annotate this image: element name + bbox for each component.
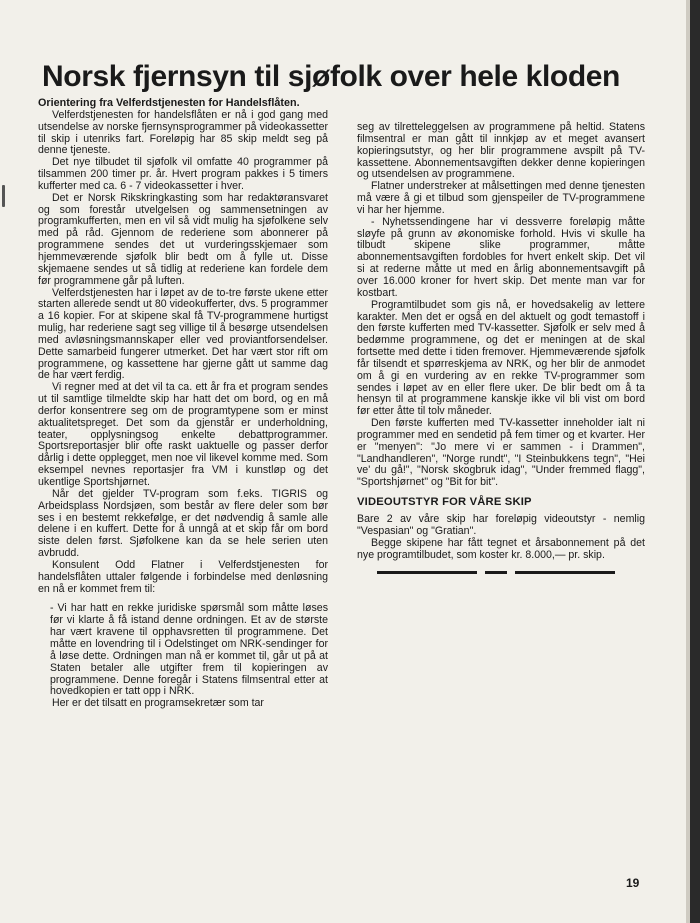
paragraph: Flatner understreker at målsettingen med denne tjenesten må være å gi et tilbud som gjenspeiler de TV-programmene vi har her hjemme.	[357, 180, 645, 216]
page-number: 19	[626, 876, 640, 890]
article-subheading: Orientering fra Velferdstjenesten for Handelsflåten.	[38, 97, 300, 109]
paragraph: Det er Norsk Rikskringkasting som har redaktøransvaret og som forestår utvelgelsen og sammensetningen av programkufferten, men en vil så vidt mulig ha sjøfolkene selv med på råd. Gjennom de rederiene som abonnerer på programmene sendes det ut vurderingsskjemaer som hjemmeværende sjøfolk blir bedt om å fylle ut. Disse skjemaene sendes ut så tidlig at rederiene kan fordele dem før programmene går på luften.	[38, 191, 328, 287]
paragraph: Bare 2 av våre skip har foreløpig videoutstyr - nemlig "Vespasian" og "Gratian".	[357, 513, 645, 537]
left-column	[38, 98, 328, 710]
binding-mark	[2, 185, 5, 207]
paragraph: Konsulent Odd Flatner i Velferdstjenesten for handelsflåten uttaler følgende i forbindelse med denløsning en nå er kommet frem til:	[38, 558, 328, 595]
end-separator	[357, 571, 645, 574]
paragraph: Begge skipene har fått tegnet et årsabonnement på det nye programtilbudet, som koster kr. 8.000,— pr. skip.	[357, 536, 645, 561]
paragraph: Velferdstjenesten for handelsflåten er nå i god gang med utsendelse av norske fjernsynsprogrammer på videokassetter til skip i utenriks fart. Foreløpig har 85 skip meldt seg på denne tjeneste.	[38, 108, 328, 157]
paragraph: Det nye tilbudet til sjøfolk vil omfatte 40 programmer på tilsammen 200 timer pr. år. Hvert program pakkes i 5 timers kufferter med ca. 6 - 7 videokassetter i hver.	[38, 156, 328, 192]
separator-rule	[515, 571, 615, 574]
paragraph: Vi regner med at det vil ta ca. ett år fra et program sendes ut til samtlige tilmeldte skip har hatt det om bord, og en må derfor konsentrere seg om de programtypene som er minst aktualitetspreget. Det som da gjenstår er underholdning, teater, opplysningsog enkelte debattprogrammer. Sportsreportasjer blir ofte raskt uaktuelle og passer derfor dårlig i dette opplegget, men noe vil likevel komme med. Som eksempel nevnes reportasjer fra VM i kunstløp og det ukentlige Sportshjørnet.	[38, 381, 328, 488]
paragraph: Den første kufferten med TV-kassetter inneholder ialt ni programmer med en sendetid på fem timer og et kvarter. Her er "menyen": "Jo mere vi er sammen - i Drammen", "Landhandleren", "Norge rundt", "I Steinbukkens tegn", "Hei ve' du gå!", "Norsk skogbruk idag", "Under fremmed flagg", "Sportshjørnet" og "Bit for bit".	[357, 417, 645, 489]
page-edge	[690, 0, 700, 923]
paragraph: Velferdstjenesten har i løpet av de to-tre første ukene etter starten allerede sendt ut 80 videokufferter, dvs. 5 programmer a 16 kopier. For at skipene skal få TV-programmene hurtigst mulig, har rederiene sagt seg villige til å besørge utsendelsen med avløsningsmannskaper eller ved proviantforsendelser. Dette samarbeid fungerer utmerket. Det har vært stor rift om programmene, og kassettene har gjerne gått ut samme dag de har vært ferdig.	[38, 286, 328, 382]
paragraph: Her er det tilsatt en programsekretær som tar	[52, 697, 264, 710]
paragraph: - Nyhetssendingene har vi dessverre foreløpig måtte sløyfe på grunn av økonomiske forhold. Hvis vi skulle ha tilbudt skipene slike programmer, måtte abonnementsavgiften fordobles for hvert enkelt skip. Det vil si at rederne måtte ut med en årlig abonnementsavgift på over 16.000 kroner for hvert skip. Det mente man var for kostbart.	[357, 215, 645, 299]
article-headline: Norsk fjernsyn til sjøfolk over hele kloden	[42, 60, 620, 94]
separator-rule	[377, 571, 477, 574]
separator-rule	[485, 571, 507, 574]
paragraph: seg av tilretteleggelsen av programmene på heltid. Statens filmsentral er man gått til innkjøp av et meget avansert kopieringsutstyr, og her blir programmene avspilt på TV-kassettene. Abonnementsavgiften dekker denne kopieringen og utsendelsen av programmene.	[357, 121, 645, 181]
paragraph: Programtilbudet som gis nå, er hovedsakelig av lettere karakter. Men det er også en del aktuelt og godt temastoff i den første kufferten med TV-kassetter. Sjøfolk er selv med å bedømme programmene, og det er meningen at de skal fortsette med dette i tiden fremover. Hjemmeværende sjøfolk får tilsendt et spørreskjema av NRK, og her blir de anmodet om å gi en vurdering av en rekke TV-programmer som sendes i løpet av en eller flere uker. De blir bedt om å ta hensyn til at programmene kanskje ikke vil bli vist om bord før etter åtte til tolv måneder.	[357, 298, 645, 418]
right-column	[357, 122, 645, 574]
quote-paragraph: - Vi har hatt en rekke juridiske spørsmål som måtte løses før vi klarte å få istand denne ordningen. Et av de største har vært kravene til opphavsretten til programmene. Det måtte en lovendring til i Odelstinget om NRK-sendinger for å løse dette. Ordningen man nå er kommet til, går ut på at Staten betaler alle utgifter frem til kopieringen av programmene. Denne foregår i Statens filmsentral etter at hovedkopien er tatt opp i NRK.	[50, 602, 328, 698]
section-heading: VIDEOUTSTYR FOR VÅRE SKIP	[357, 496, 532, 509]
paragraph: Når det gjelder TV-program som f.eks. TIGRIS og Arbeidsplass Nordsjøen, som består av flere deler som bør ses i en bestemt rekkefølge, er det nødvendig å samle alle delene i en kuffert. Dette for å unngå at et skip får om bord siste delen først. Sjøfolkene kan da se hele serien uten avbrudd.	[38, 487, 328, 560]
